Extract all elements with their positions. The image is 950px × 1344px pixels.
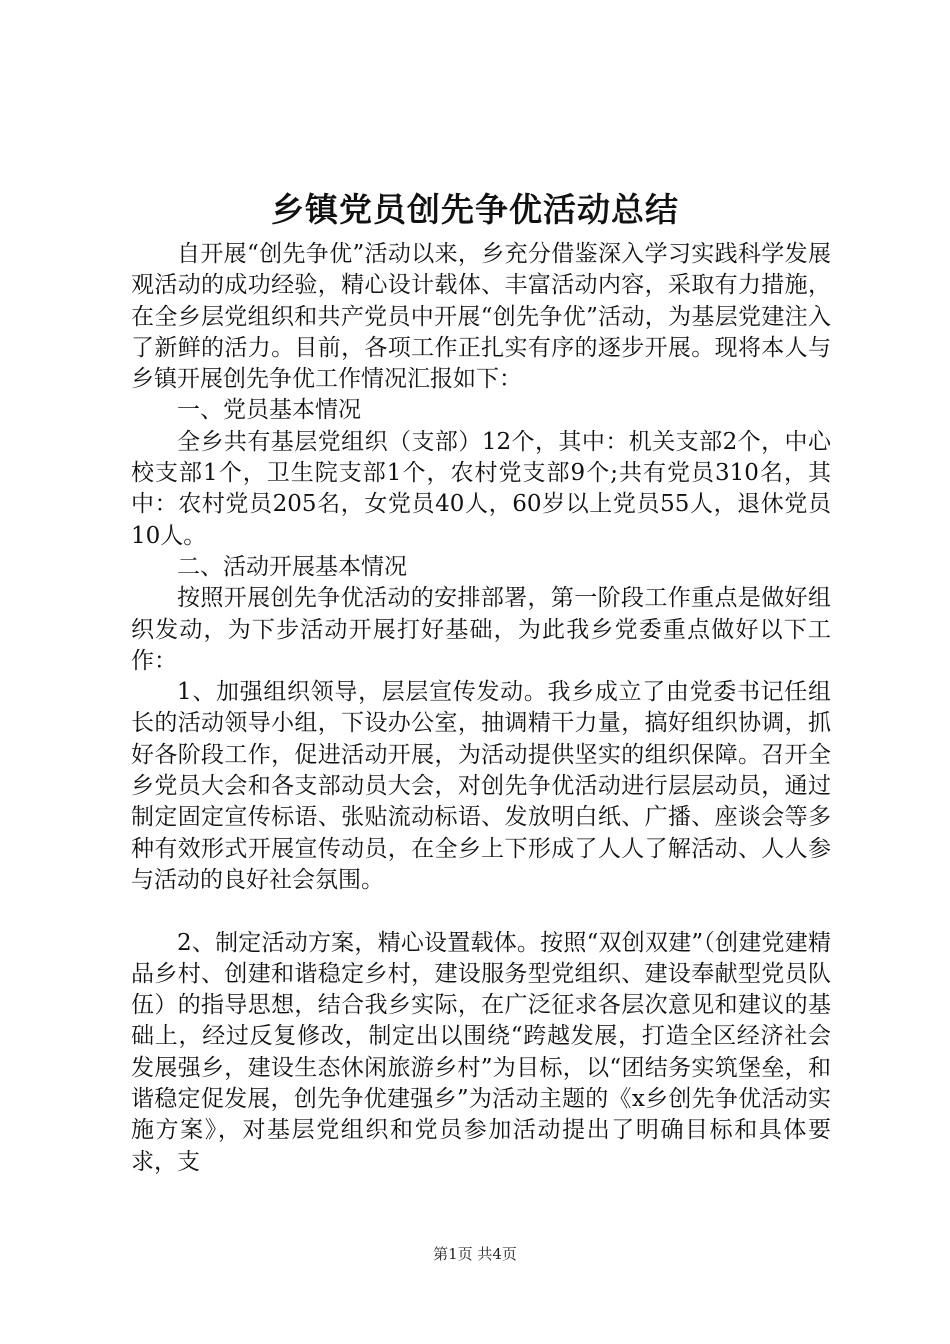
page-footer: 第1页 共4页 — [433, 1245, 517, 1263]
item-1-paragraph: 1、加强组织领导，层层宣传发动。我乡成立了由党委书记任组长的活动领导小组，下设办公室，抽调精干力量，搞好组织协调，抓好各阶段工作，促进活动开展，为活动提供坚实的组织保障。召开全乡党员大会和各支部动员大会，对创先争优活动进行层层动员，通过制定固定宣传标语、张贴流动标语、发放明白纸、广播、座谈会等多种有效形式开展宣传动员，在全乡上下形成了人人了解活动、人人参与活动的良好社会氛围。 — [131, 679, 831, 893]
activity-overview-paragraph: 按照开展创先争优活动的安排部署，第一阶段工作重点是做好组织发动，为下步活动开展打好基础，为此我乡党委重点做好以下工作： — [131, 585, 831, 674]
document-body — [131, 239, 831, 1178]
paragraph-spacer — [131, 896, 831, 927]
section-heading-1: 一、党员基本情况 — [177, 397, 361, 424]
intro-paragraph: 自开展“创先争优”活动以来，乡充分借鉴深入学习实践科学发展观活动的成功经验，精心设计载体、丰富活动内容，采取有力措施，在全乡层党组织和共产党员中开展“创先争优”活动，为基层党建注入了新鲜的活力。目前，各项工作正扎实有序的逐步开展。现将本人与乡镇开展创先争优工作情况汇报如下： — [131, 241, 831, 393]
item-2-paragraph: 2、制定活动方案，精心设置载体。按照“双创双建”（创建党建精品乡村、创建和谐稳定乡村，建设服务型党组织、建设奉献型党员队伍）的指导思想，结合我乡实际，在广泛征求各层次意见和建议的基础上，经过反复修改，制定出以围绕“跨越发展，打造全区经济社会发展强乡，建设生态休闲旅游乡村”为目标，以“团结务实筑堡垒，和谐稳定促发展，创先争优建强乡”为活动主题的《x乡创先争优活动实施方案》，对基层党组织和党员参加活动提出了明确目标和具体要求，支 — [131, 929, 831, 1175]
document-title: 乡镇党员创先争优活动总结 — [271, 190, 679, 229]
section-heading-2: 二、活动开展基本情况 — [177, 553, 407, 580]
member-stats-paragraph: 全乡共有基层党组织（支部）12个，其中：机关支部2个，中心校支部1个，卫生院支部1个，农村党支部9个;共有党员310名，其中：农村党员205名，女党员40人，60岁以上党员55人，退休党员10人。 — [131, 428, 831, 549]
